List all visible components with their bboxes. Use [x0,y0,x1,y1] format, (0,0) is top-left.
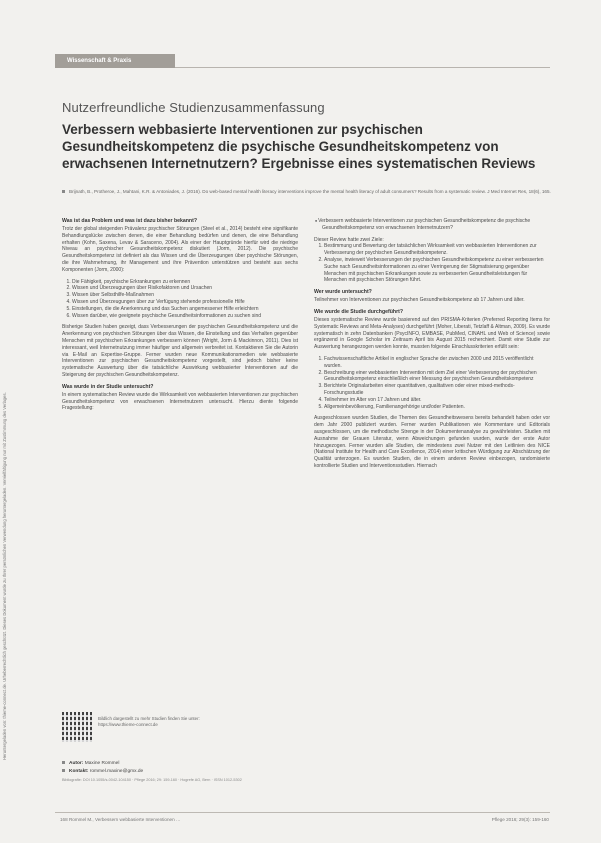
author-value: Maxine Rommel [84,761,120,766]
section-heading-problem: Was ist das Problem und was ist dazu bisher bekannt? [62,218,197,224]
list-item: ■ Verbessern webbasierte Interventionen zur psychischen Gesundheitskompetenz die psychische Gesundheitskompetenz von erwachsenen Internetnutzern? [322,218,550,232]
contact-line [62,768,292,776]
bullet-square-icon [62,769,65,772]
section-label: Wissenschaft & Praxis [55,54,175,68]
section-heading-what: Was wurde in der Studie untersucht? [62,383,154,390]
citation-text: Brijnath, B., Protheroe, J., Mahtani, K.R. & Antoniades, J. (2016). Do web-based mental health literacy interventions improve the mental health literacy of adult consumers? Results from a systematic review. J Med Internet Res, 18(6), 165. [69,189,551,194]
list-item: 5. Allgemeinbevölkerung, Familienangehörige und/oder Patienten. [324,404,550,411]
aims-intro: Dieser Review hatte zwei Ziele: [314,236,384,243]
contact-label: Kontakt: [69,768,89,774]
header-rule [175,67,550,68]
right-column [314,218,550,781]
list-item: 6. Wissen darüber, wie geeignete psychische Gesundheitsinformationen zu suchen sind [72,313,298,320]
literacy-components-list [62,279,298,320]
list-item: 3. Wissen über Selbsthilfe-Maßnahmen [72,292,298,299]
list-item: 4. Teilnehmer im Alter von 17 Jahren und älter. [324,397,550,404]
footer-rule [55,812,550,813]
qr-code-icon [62,712,92,742]
aims-list [314,243,550,284]
footer-right: Pflege 2016; 29(3): 159-160 [491,817,549,822]
author-line [62,760,292,768]
paragraph-what: In einem systematischen Review wurde die Wirksamkeit von webbasierten Interventionen zur psychischen Gesundheitskompetenz von erwachsenen Internetnutzern untersucht. Hierzu diente folgende Fragestellung: [62,391,298,412]
list-item: 3. Berichtete Originalarbeiten einer quantitativen, qualitativen oder einer mixed-methods-Forschungsstudie [324,383,550,397]
contact-email[interactable]: rommel.maxine@gmx.de [89,768,144,774]
contact-block [62,760,292,775]
publication-info: Bibliografie: DOI 10.1055/s-0042-104150 · Pflege 2016; 29: 159-160 · Hogrefe AG, Bern · ISSN 1012-5302 [62,778,242,782]
paragraph-problem: Trotz der global steigenden Prävalenz psychischer Störungen (Steel et al., 2014) besteht eine signifikante Behandlungslücke zwischen denen, die einer Behandlung bedürfen und denen, die eine Behandlung erhalten (Kohn, Saxena, Levav & Saraceno, 2004). Als einer der Hauptgründe hierfür wird die niedrige Niveau an psychischer Gesundheitskompetenz diskutiert (Jorm, 2012). Die psychische Gesundheitskompetenz ist definiert als das Wissen und die Überzeugungen über psychische Störungen, die ihre Wahrnehmung, ihr Management und ihre Prävention unterstützen und besteht aus sechs Komponenten (Jorm, 2000): [62,226,298,273]
list-item: 2. Beschreibung einer webbasierten Intervention mit dem Ziel einer Verbesserung der psychischen Gesundheitskompetenz einschließlich einer Messung der psychischen Gesundheitskompetenz [324,370,550,384]
bullet-square-icon [62,190,65,193]
kicker-heading: Nutzerfreundliche Studienzusammenfassung [62,100,325,115]
bullet-square-icon [62,761,65,764]
research-question-list [314,218,550,232]
footer-left: 168 Rommel M., Verbessern webbasierte Interventionen … [60,817,181,822]
citation [62,189,552,195]
paragraph-background: Bisherige Studien haben gezeigt, dass Verbesserungen der psychischen Gesundheitskompetenz und die Anerkennung von psychischen Störungen über das Wissen, die Einstellung und das Verhalten gegenüber Menschen mit psychischen Erkrankungen verbessern können (Wright, Jorm & Mackinnon, 2011). Dies ist interessant, weil Internetnutzung immer häufiger und allgemein verbreitet ist. Kontaktieren Sie die Autorin via E-Mail an Expertise-Gruppe. Ferner wurden neue Kommunikationsmedien wie webbasierte Interventionen zur psychischen Gesundheitskompetenz vorgestellt, sind jedoch bisher keine systematische Auswertung über die tatsächliche Auswirkung webbasierter Interventionen auf die Steigerung der psychischen Gesundheitskompetenz. [62,324,298,378]
author-label: Autor: [69,761,84,766]
left-column [62,218,298,628]
paragraph-exclusion: Ausgeschlossen wurden Studien, die Themen des Gesundheitswesens bereits behandelt haben oder vor dem Jahr 2000 publiziert wurden. Ferner wurden Publikationen wie Kommentare und Editorials ausgeschlossen, um die methodische Strenge in der Dokumentenanalyse zu gewährleisten. Studien mit Ausnahme der Grauen Literatur, wenn Abweichungen gefunden wurden, wurde der erste Autor hinzugezogen. Ferner wurden alle Studien, die mindestens zwei Nutzer mit den Leitlinien des NICE (National Institute for Health and Care Excellence, 2014) einer kritischen Würdigung zur Abschätzung der Qualität unterzogen. Es wurden Studien, die in einem anderen Review einbezogen, randomisierte kontrollierte Studien und Interventionsstudien. Hiernach [314,415,550,469]
side-copyright-notice: Heruntergeladen von: thieme-connect.de. Urheberrechtlich geschützt. Dieses Dokument wurde zu Ihrer persönlichen Verwendung heruntergeladen. Vervielfältigung nur mit Zustimmung des Verlages. [2,392,7,760]
list-item: 2. Analyse, inwieweit Verbesserungen der psychischen Gesundheitskompetenz zu einer verbesserten Suche nach Gesundheitsinformationen zu einer Verringerung der Stigmatisierung gegenüber Menschen mit psychischen Erkrankungen sowie zu verbesserten Gesundheitsleistungen für Menschen mit psychischen Störungen führt. [324,257,550,284]
paragraph-who: Teilnehmer von Interventionen zur psychischen Gesundheitskompetenz ab 17 Jahren und älter. [314,297,525,304]
list-item: 5. Einstellungen, die die Anerkennung und das Suchen angemessener Hilfe erleichtern [72,306,298,313]
section-heading-how: Wie wurde die Studie durchgeführt? [314,308,404,315]
inclusion-criteria-list [314,356,550,410]
qr-caption: Bildlich dargestellt zu mehr Studien finden Sie unter: https://www.thieme-connect.de [98,716,200,727]
list-item: 4. Wissen und Überzeugungen über zur Verfügung stehende professionelle Hilfe [72,299,298,306]
paragraph-how: Dieses systematische Review wurde basierend auf den PRISMA-Kriterien (Preferred Reporting Items for Systematic Reviews and Meta-Analyses) durchgeführt (Moher, Liberati, Tetzlaff & Altman, 2009). Es wurde systematisch in zehn Datenbanken (PsycINFO, EMBASE, PubMed, CINAHL und Web of Science) sowie ergänzend in Google Scholar im Zeitraum April bis August 2015 recherchiert. Damit eine Studie zur Auswertung herangezogen werden konnte, mussten folgende Einschlusskriterien erfüllt sein: [314,316,550,351]
section-heading-who: Wer wurde untersucht? [314,289,372,296]
list-item: 1. Fachwissenschaftliche Artikel in englischer Sprache der zwischen 2000 und 2015 veröffentlicht wurden. [324,356,550,370]
list-item: 1. Bestimmung und Bewertung der tatsächlichen Wirksamkeit von webbasierten Interventionen zur Verbesserung der psychischen Gesundheitskompetenz. [324,243,550,257]
list-item: 2. Wissen und Überzeugungen über Risikofaktoren und Ursachen [72,285,298,292]
article-title: Verbessern webbasierte Interventionen zur psychischen Gesundheitskompetenz die psychische Gesundheitskompetenz von erwachsenen Internetnutzern? Ergebnisse eines systematischen Reviews [62,122,536,171]
list-item: 1. Die Fähigkeit, psychische Erkrankungen zu erkennen [72,279,298,286]
